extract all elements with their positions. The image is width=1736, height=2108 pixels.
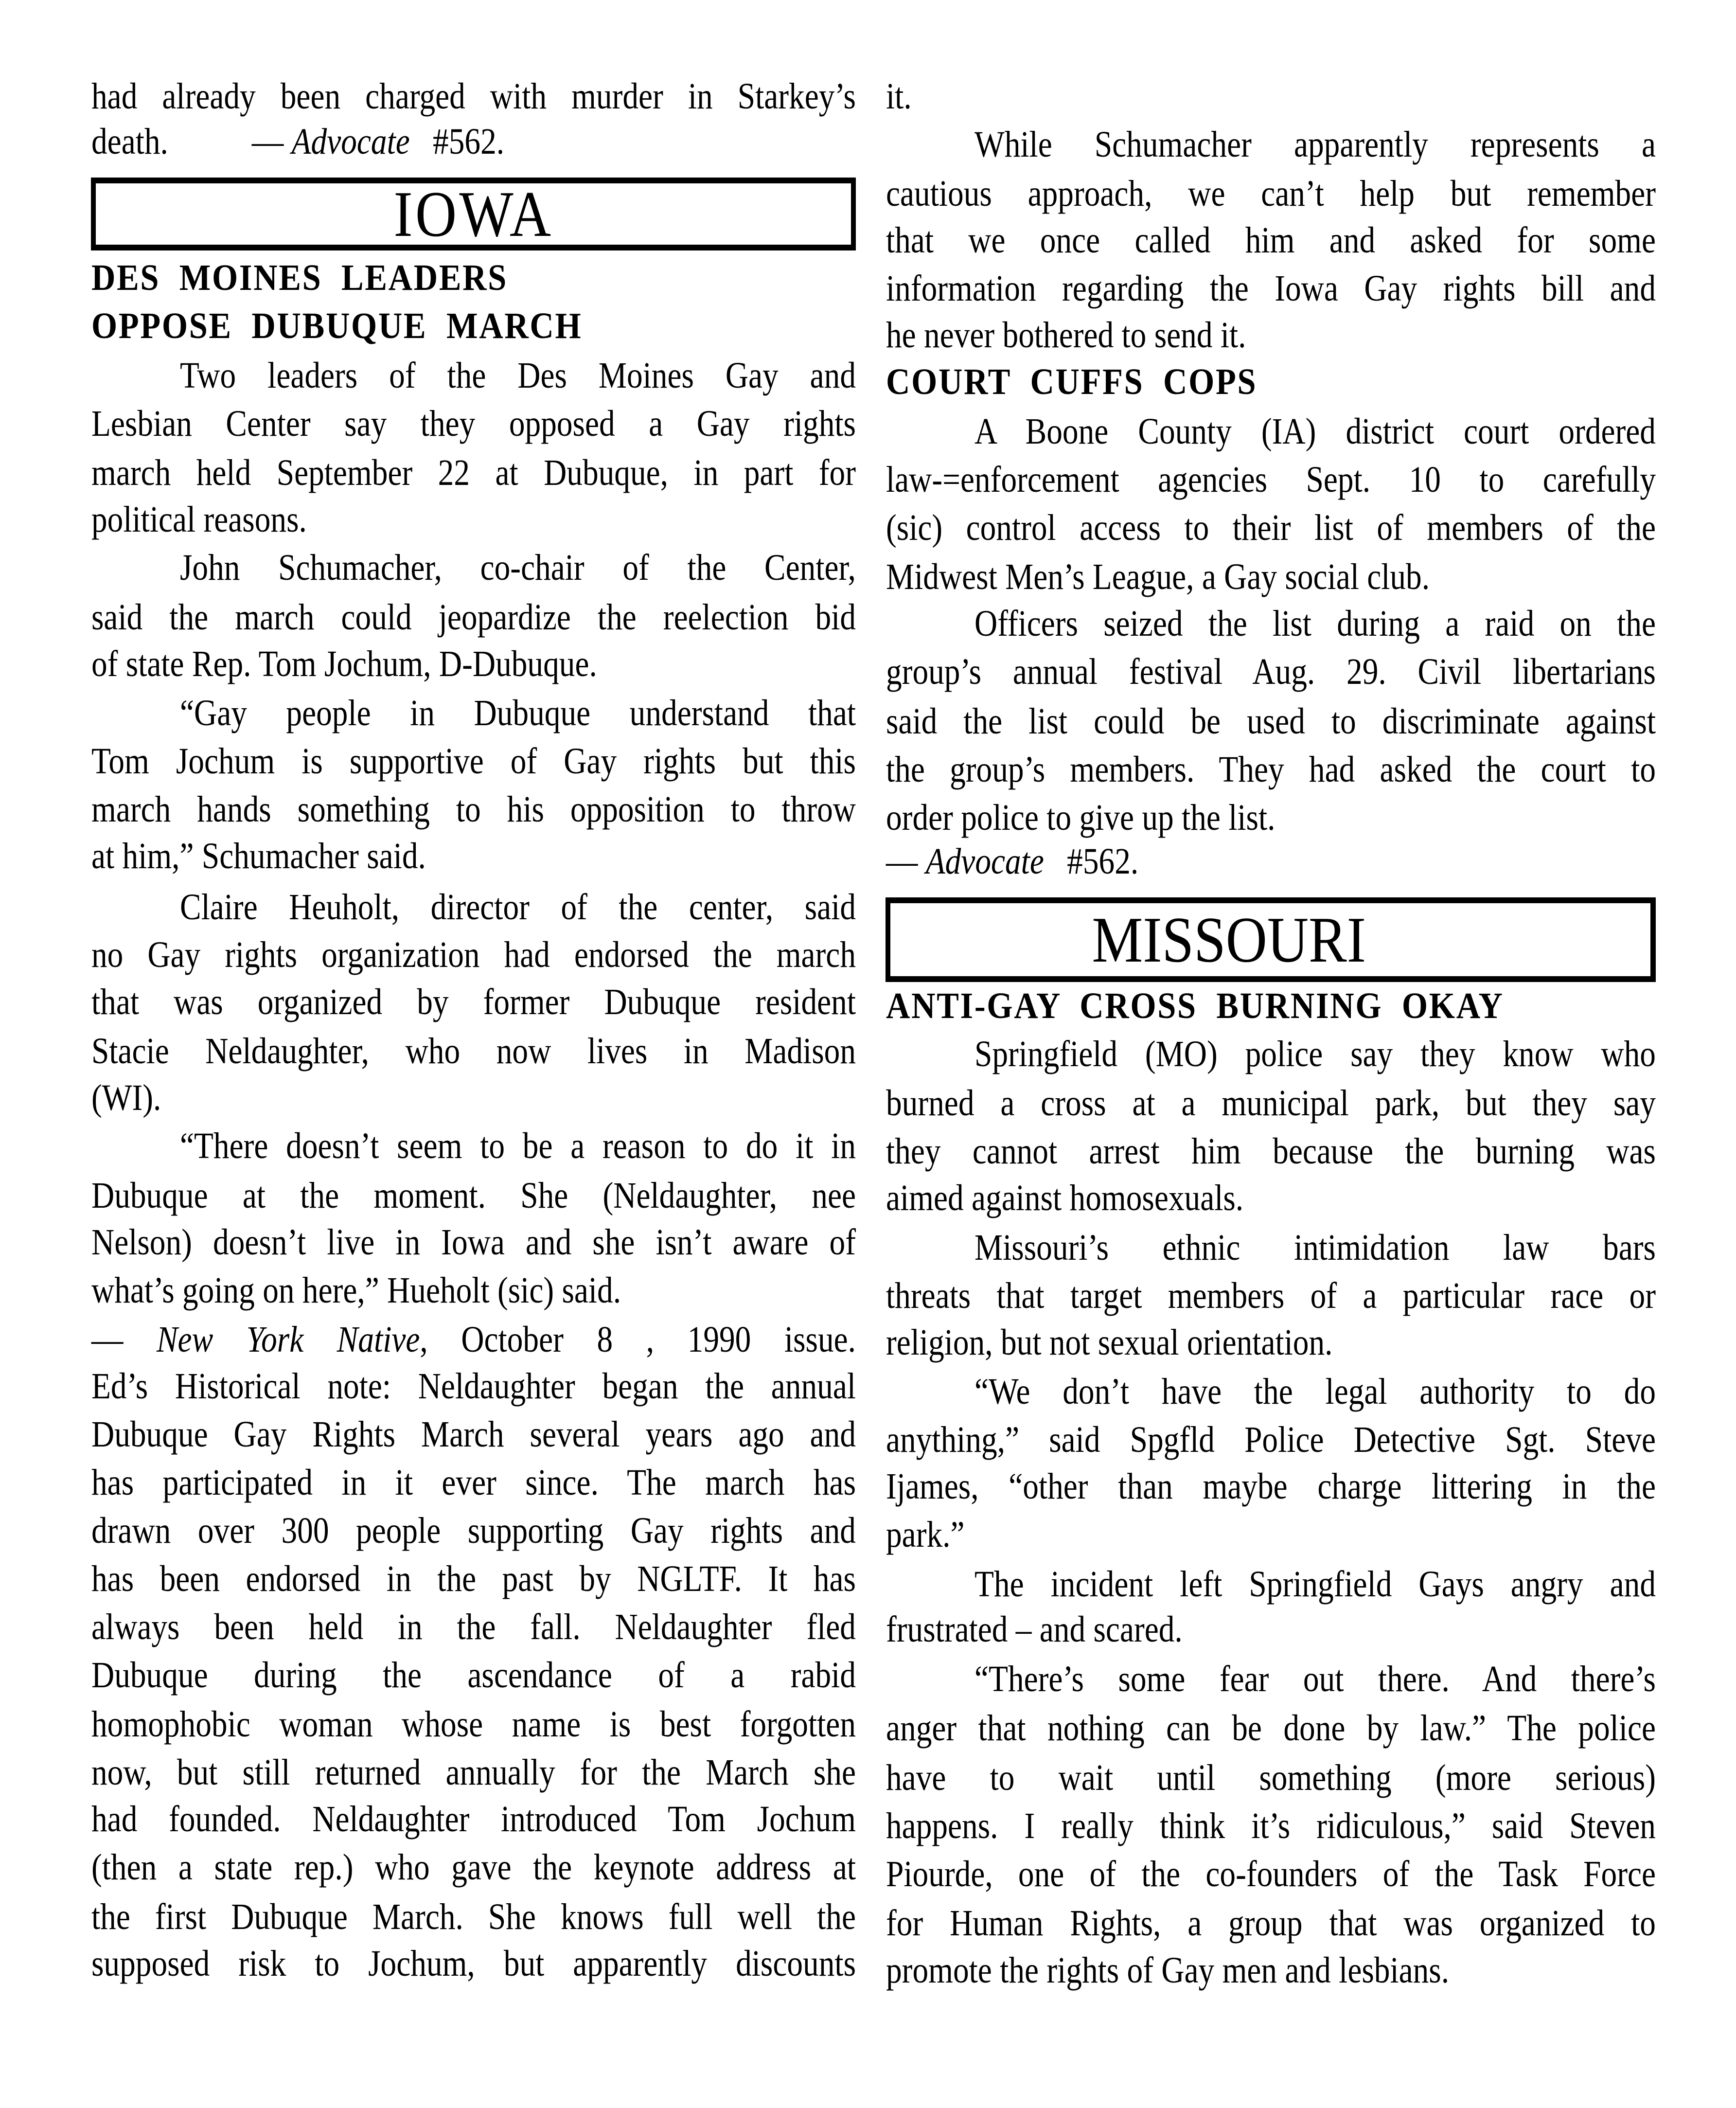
article-headline	[91, 302, 856, 350]
text-line	[91, 1700, 856, 1749]
text-line	[886, 1127, 1656, 1176]
line-text: the first Dubuque March. She knows full well the	[91, 1896, 856, 1937]
line-text: religion, but not sexual orientation.	[886, 1322, 1333, 1363]
line-text: of state Rep. Tom Jochum, D-Dubuque.	[91, 643, 597, 684]
right-column	[886, 0, 1656, 2108]
text-line	[886, 1318, 1656, 1367]
section-header-iowa	[91, 178, 856, 250]
line-text: always been held in the fall. Neldaughter fled	[91, 1606, 856, 1647]
line-text: have to wait until something (more serious)	[886, 1757, 1656, 1799]
text-line	[886, 1605, 1656, 1654]
text-line	[180, 883, 856, 931]
text-line	[974, 1655, 1656, 1703]
text-line	[91, 1939, 856, 1988]
line-text: Tom Jochum is supportive of Gay rights but this	[91, 741, 856, 782]
text-line	[886, 1899, 1656, 1947]
line-text: Ed’s Historical note: Neldaughter began the annual	[91, 1366, 856, 1407]
line-text: “There’s some fear out there. And there’s	[974, 1658, 1656, 1699]
text-line	[886, 72, 1656, 121]
line-text: said the march could jeopardize the reelection bid	[91, 596, 856, 638]
line-text: that we once called him and asked for some	[886, 220, 1656, 261]
text-line	[91, 448, 856, 497]
text-line	[91, 1506, 856, 1555]
line-text: information regarding the Iowa Gay rights bill and	[886, 268, 1656, 309]
line-text: the group’s members. They had asked the court to	[886, 749, 1656, 790]
text-line	[886, 264, 1656, 313]
text-fragment: —	[251, 121, 292, 162]
text-line	[180, 1122, 856, 1170]
line-text: promote the rights of Gay men and lesbians.	[886, 1949, 1450, 1991]
line-text: homophobic woman whose name is best forgotten	[91, 1704, 856, 1745]
text-line	[91, 737, 856, 786]
line-text: While Schumacher apparently represents a	[974, 124, 1656, 165]
line-text: OPPOSE DUBUQUE MARCH	[91, 305, 583, 347]
text-line	[91, 978, 856, 1026]
text-line	[180, 351, 856, 400]
text-line	[91, 785, 856, 834]
line-text: said the list could be used to discriminate against	[886, 700, 1656, 742]
line-text: no Gay rights organization had endorsed the march	[91, 934, 856, 976]
text-line	[886, 216, 1656, 265]
line-text: march hands something to his opposition to throw	[91, 789, 856, 830]
line-text: Officers seized the list during a raid on the	[974, 603, 1656, 644]
source-attribution	[886, 837, 1656, 886]
source-attribution	[91, 117, 856, 166]
text-line	[180, 689, 856, 737]
line-text: anything,” said Spgfld Police Detective Sgt. Steve	[886, 1419, 1656, 1461]
line-text	[886, 837, 1138, 886]
line-text: what’s going on here,” Hueholt (sic) said.	[91, 1269, 621, 1311]
text-line	[886, 553, 1656, 601]
text-line	[91, 593, 856, 642]
line-text: has been endorsed in the past by NGLTF. It has	[91, 1558, 856, 1599]
line-text: had founded. Neldaughter introduced Tom Jochum	[91, 1799, 856, 1840]
text-line	[91, 1795, 856, 1843]
text-fragment: —	[91, 1319, 157, 1360]
line-text: burned a cross at a municipal park, but they say	[886, 1083, 1656, 1124]
text-line	[974, 1560, 1656, 1608]
text-line	[91, 1748, 856, 1797]
line-text: A Boone County (IA) district court ordered	[974, 411, 1656, 452]
text-line	[974, 599, 1656, 648]
text-line	[886, 169, 1656, 218]
line-text: supposed risk to Jochum, but apparently discounts	[91, 1943, 856, 1984]
line-text: “We don’t have the legal authority to do	[974, 1371, 1656, 1412]
text-line	[91, 399, 856, 448]
text-line	[91, 1554, 856, 1603]
text-line	[886, 1753, 1656, 1802]
line-text: group’s annual festival Aug. 29. Civil libertarians	[886, 651, 1656, 693]
line-text: Springfield (MO) police say they know who	[974, 1033, 1656, 1074]
line-text: Stacie Neldaughter, who now lives in Madison	[91, 1031, 856, 1072]
text-line	[974, 1030, 1656, 1078]
section-title: IOWA	[393, 178, 553, 250]
line-text: order police to give up the list.	[886, 797, 1275, 838]
text-line	[974, 407, 1656, 456]
text-line	[886, 1462, 1656, 1511]
article-headline	[91, 253, 856, 302]
line-text: (then a state rep.) who gave the keynote address at	[91, 1847, 856, 1888]
left-column	[91, 0, 856, 2108]
line-text: Dubuque during the ascendance of a rabid	[91, 1654, 856, 1696]
article-headline	[886, 982, 1656, 1030]
line-text: frustrated – and scared.	[886, 1609, 1183, 1650]
line-text: now, but still returned annually for the March she	[91, 1752, 856, 1793]
text-line	[91, 930, 856, 979]
text-line	[886, 503, 1656, 552]
text-line	[91, 1218, 856, 1267]
text-line	[91, 1410, 856, 1459]
line-text: ANTI-GAY CROSS BURNING OKAY	[886, 985, 1504, 1026]
line-text: anger that nothing can be done by law.” The police	[886, 1708, 1656, 1749]
text-line	[91, 1893, 856, 1941]
line-text: he never bothered to send it.	[886, 315, 1246, 356]
line-text: (WI).	[91, 1077, 161, 1119]
text-line	[886, 1079, 1656, 1127]
text-line	[886, 1946, 1656, 1995]
text-line	[91, 72, 856, 121]
publication-name: Advocate	[291, 121, 410, 162]
line-text: Midwest Men’s League, a Gay social club.	[886, 556, 1430, 598]
text-fragment: #562.	[1067, 841, 1139, 882]
text-line	[886, 745, 1656, 794]
line-text: (sic) control access to their list of members of the	[886, 507, 1656, 548]
text-line	[91, 640, 856, 688]
line-text: The incident left Springfield Gays angry and	[974, 1563, 1656, 1605]
text-line	[91, 1362, 856, 1411]
section-header-missouri	[886, 897, 1656, 982]
text-line	[886, 793, 1656, 842]
text-line	[91, 1651, 856, 1699]
text-line	[91, 832, 856, 880]
line-text: Nelson) doesn’t live in Iowa and she isn’t aware of	[91, 1221, 856, 1263]
text-fragment: death.	[91, 121, 168, 162]
line-text: “Gay people in Dubuque understand that	[180, 693, 856, 734]
line-text: march held September 22 at Dubuque, in part for	[91, 452, 856, 494]
line-text: had already been charged with murder in Starkey’s	[91, 75, 856, 117]
line-text: Missouri’s ethnic intimidation law bars	[974, 1227, 1656, 1268]
section-title: MISSOURI	[1092, 904, 1366, 976]
line-text: park.”	[886, 1514, 965, 1555]
line-text: Lesbian Center say they opposed a Gay rights	[91, 403, 856, 444]
text-line	[974, 120, 1656, 169]
line-text: they cannot arrest him because the burning was	[886, 1131, 1656, 1172]
line-text: has participated in it ever since. The march has	[91, 1462, 856, 1503]
line-text: happens. I really think it’s ridiculous,” said Steven	[886, 1805, 1656, 1846]
text-line	[886, 697, 1656, 746]
line-text: Two leaders of the Des Moines Gay and	[180, 355, 856, 396]
line-text: Piourde, one of the co-founders of the Task Force	[886, 1853, 1656, 1894]
text-line	[974, 1223, 1656, 1272]
line-text: law-=enforcement agencies Sept. 10 to carefully	[886, 459, 1656, 500]
text-line	[91, 1027, 856, 1075]
line-text	[91, 117, 504, 166]
line-text: it.	[886, 75, 912, 117]
text-line	[886, 1174, 1656, 1222]
line-text: threats that target members of a particular race or	[886, 1275, 1656, 1316]
line-text: Claire Heuholt, director of the center, said	[180, 886, 856, 928]
line-text: COURT CUFFS COPS	[886, 361, 1258, 403]
text-line	[886, 1704, 1656, 1752]
line-text: DES MOINES LEADERS	[91, 257, 508, 299]
text-line	[886, 1271, 1656, 1320]
line-text: that was organized by former Dubuque resident	[91, 981, 856, 1022]
text-line	[974, 1367, 1656, 1416]
text-line	[91, 495, 856, 544]
text-line	[91, 1843, 856, 1892]
line-text	[91, 1315, 856, 1364]
line-text: for Human Rights, a group that was organized to	[886, 1903, 1656, 1944]
text-fragment: , October 8 , 1990 issue.	[420, 1319, 856, 1360]
text-line	[886, 1802, 1656, 1850]
line-text: cautious approach, we can’t help but remember	[886, 173, 1656, 214]
text-line	[886, 311, 1656, 359]
text-fragment: —	[886, 841, 926, 882]
publication-name: Advocate	[925, 841, 1044, 882]
line-text: political reasons.	[91, 499, 307, 540]
text-line	[886, 647, 1656, 696]
line-text: “There doesn’t seem to be a reason to do it in	[180, 1125, 856, 1167]
text-line	[91, 1266, 856, 1315]
line-text: at him,” Schumacher said.	[91, 836, 426, 877]
line-text: aimed against homosexuals.	[886, 1178, 1244, 1219]
text-fragment: #562.	[433, 121, 505, 162]
text-line	[886, 1850, 1656, 1898]
text-line	[91, 1458, 856, 1507]
text-line	[91, 1073, 856, 1122]
text-line	[886, 1415, 1656, 1464]
publication-name: New York Native	[156, 1319, 420, 1360]
line-text: Dubuque Gay Rights March several years ago and	[91, 1414, 856, 1455]
text-line	[886, 1510, 1656, 1559]
text-line	[180, 543, 856, 592]
text-line	[886, 455, 1656, 504]
article-headline	[886, 357, 1656, 406]
line-text: drawn over 300 people supporting Gay rights and	[91, 1510, 856, 1552]
text-line	[91, 1603, 856, 1651]
line-text: John Schumacher, co-chair of the Center,	[180, 547, 856, 589]
text-line	[91, 1315, 856, 1364]
line-text: Ijames, “other than maybe charge littering in the	[886, 1466, 1656, 1507]
text-line	[91, 1171, 856, 1220]
line-text: Dubuque at the moment. She (Neldaughter, nee	[91, 1175, 856, 1216]
